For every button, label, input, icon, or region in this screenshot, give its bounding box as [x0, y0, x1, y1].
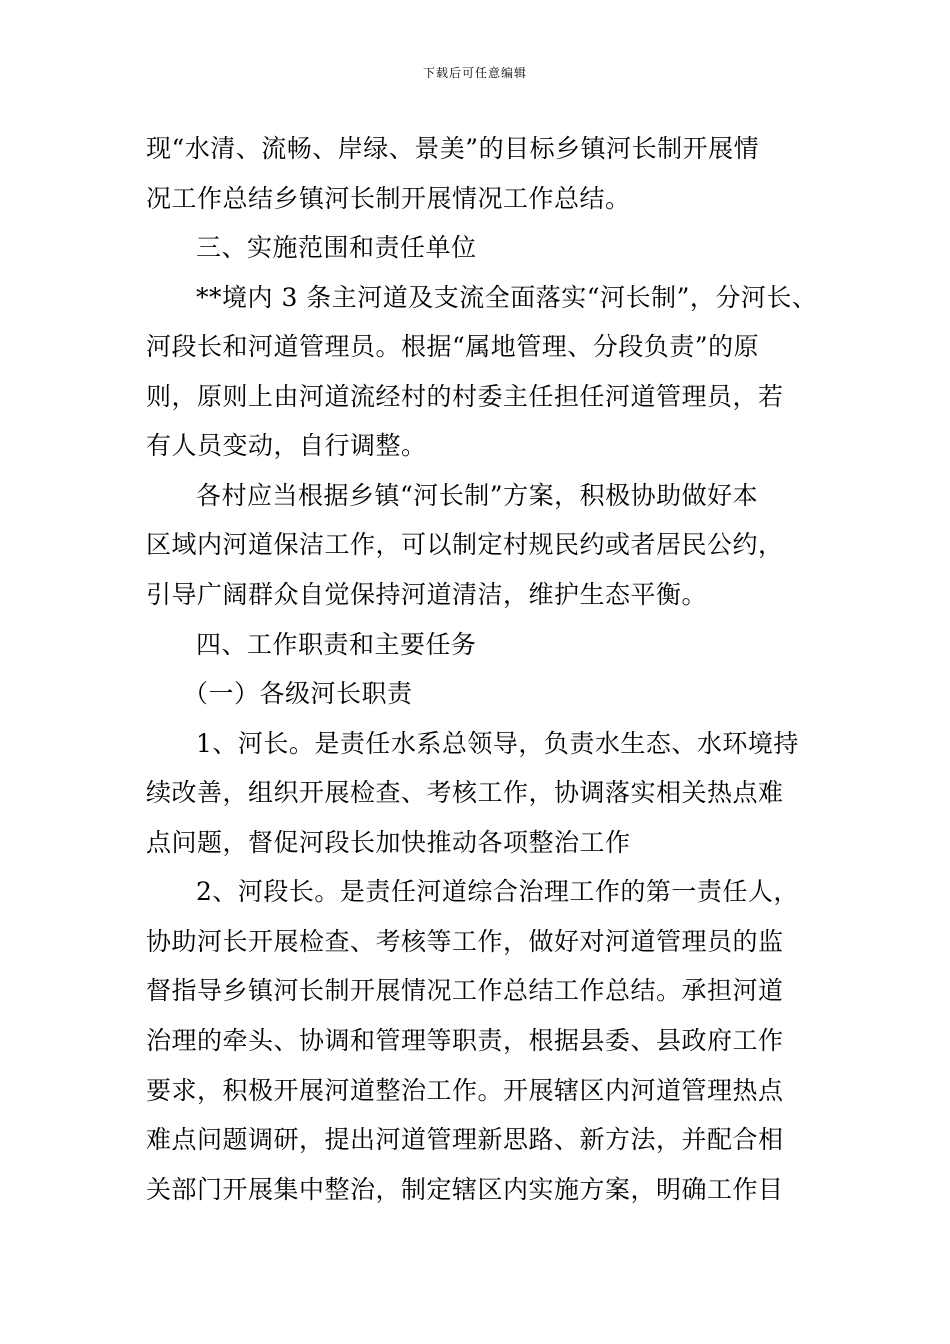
text-line: 督指导乡镇河长制开展情况工作总结工作总结。承担河道 — [146, 976, 784, 1005]
section-heading: 四、工作职责和主要任务 — [196, 630, 477, 659]
text-line: **境内 3 条主河道及支流全面落实“河长制”，分河长、 — [196, 283, 818, 312]
text-line: 现“水清、流畅、岸绿、景美”的目标乡镇河长制开展情 — [146, 134, 760, 163]
text-line: 有人员变动，自行调整。 — [146, 431, 427, 460]
section-heading: 三、实施范围和责任单位 — [196, 233, 477, 262]
text-line: 难点问题调研，提出河道管理新思路、新方法，并配合相 — [146, 1125, 784, 1154]
text-line: 续改善，组织开展检查、考核工作，协调落实相关热点难 — [146, 778, 784, 807]
text-line: 则，原则上由河道流经村的村委主任担任河道管理员，若 — [146, 382, 784, 411]
text-line: 关部门开展集中整治，制定辖区内实施方案，明确工作目 — [146, 1175, 784, 1204]
text-line: 河段长和河道管理员。根据“属地管理、分段负责”的原 — [146, 332, 760, 361]
text-line: 引导广阔群众自觉保持河道清洁，维护生态平衡。 — [146, 580, 708, 609]
page-header: 下载后可任意编辑 — [422, 66, 527, 80]
text-line: 各村应当根据乡镇“河长制”方案，积极协助做好本 — [196, 481, 759, 510]
subsection-heading: （一）各级河长职责 — [183, 679, 413, 708]
text-line: 点问题，督促河段长加快推动各项整治工作 — [146, 828, 631, 857]
text-line: 治理的牵头、协调和管理等职责，根据县委、县政府工作 — [146, 1026, 784, 1055]
text-line: 况工作总结乡镇河长制开展情况工作总结。 — [146, 184, 631, 213]
text-line: 2、河段长。是责任河道综合治理工作的第一责任人， — [196, 877, 799, 906]
text-line: 协助河长开展检查、考核等工作，做好对河道管理员的监 — [146, 927, 784, 956]
text-line: 区域内河道保洁工作，可以制定村规民约或者居民公约， — [146, 530, 784, 559]
text-line: 要求，积极开展河道整治工作。开展辖区内河道管理热点 — [146, 1076, 784, 1105]
text-line: 1、河长。是责任水系总领导，负责水生态、水环境持 — [196, 729, 799, 758]
